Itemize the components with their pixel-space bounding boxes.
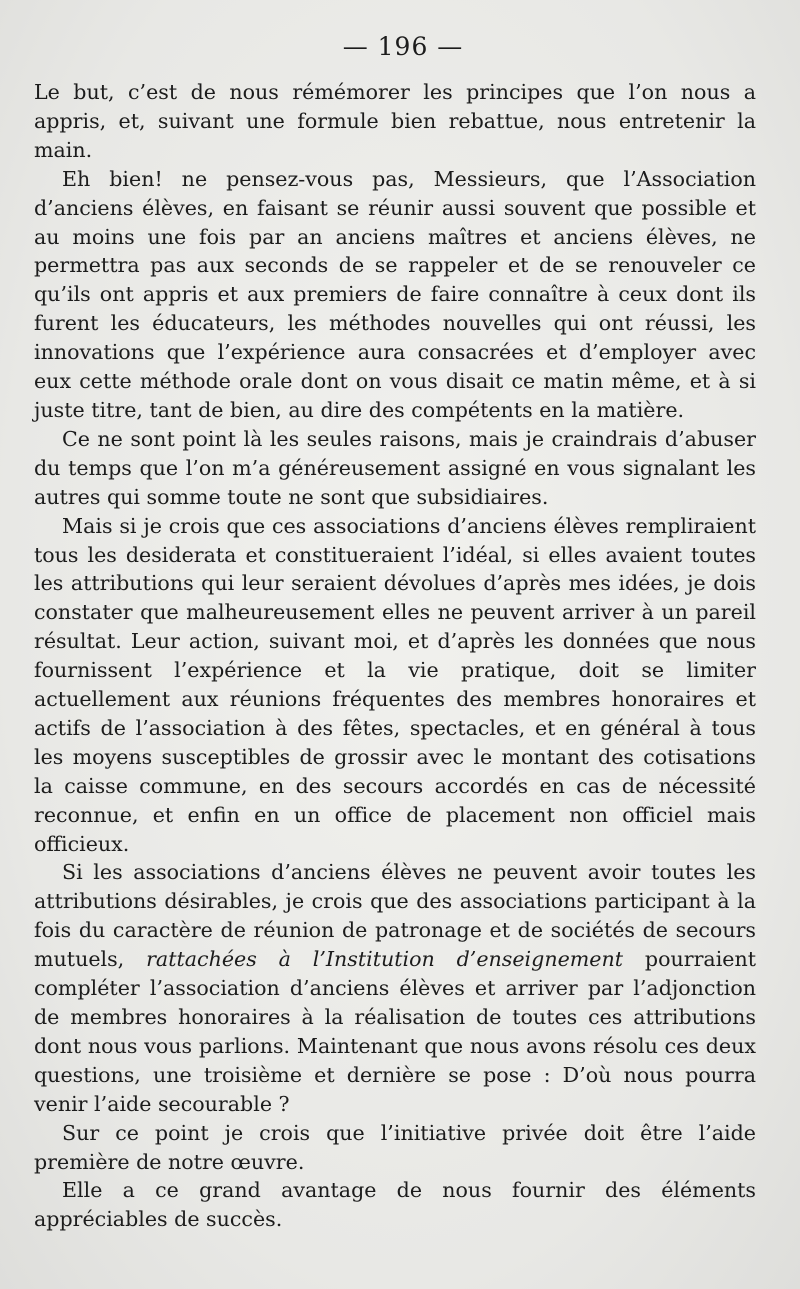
paragraph-1: Le but, c’est de nous rémémorer les principes que l’on nous a appris, et, suivant une formule bien rebattue, nous entretenir la main. [34,80,756,162]
paragraph-5-text-after: pourraient compléter l’association d’anciens élèves et arriver par l’adjonction de membres honoraires à la réalisation de toutes ces attributions dont nous vous parlions. Maintenant que nous avons résolu ces deux questions, une troisième et dernière se pose : D’où nous pourra venir l’aide secourable ? [34,947,757,1116]
paragraph-4: Mais si je crois que ces associations d’anciens élèves rempliraient tous les desiderata et constitueraient l’idéal, si elles avaient toutes les attributions qui leur seraient dévolues d’après mes idées, je dois constater que malheureusement elles ne peuvent arriver à un pareil résultat. Leur action, suivant moi, et d’après les données que nous fournissent l’expérience et la vie pratique, doit se limiter actuellement aux réunions fréquentes des membres honoraires et actifs de l’association à des fêtes, spectacles, et en général à tous les moyens susceptibles de grossir avec le montant des cotisations la caisse commune, en des secours accordés en cas de nécessité reconnue, et enfin en un office de placement non officiel mais officieux. [34,513,756,856]
page-number: — 196 — [342,32,464,61]
paragraph-5-italic-phrase: rattachées à l’Institution d’enseignement [146,947,624,972]
paragraph-3: Ce ne sont point là les seules raisons, mais je craindrais d’abuser du temps que l’on m’a généreusement assigné en vous signalant les autres qui somme toute ne sont que subsidiaires. [34,426,756,509]
paragraph-5 [34,858,756,1118]
paragraph-7: Elle a ce grand avantage de nous fournir des éléments appréciables de succès. [34,1178,756,1232]
paragraph-6: Sur ce point je crois que l’initiative privée doit être l’aide première de notre œuvre. [34,1120,756,1174]
paragraph-2: Eh bien! ne pensez-vous pas, Messieurs, que l’Association d’anciens élèves, en faisant se réunir aussi souvent que possible et au moins une fois par an anciens maîtres et anciens élèves, ne permettra pas aux seconds de se rappeler et de se renouveler ce qu’ils ont appris et aux premiers de faire connaître à ceux dont ils furent les éducateurs, les méthodes nouvelles qui ont réussi, les innovations que l’expérience aura consacrées et d’employer avec eux cette méthode orale dont on vous disait ce matin même, et à si juste titre, tant de bien, au dire des compétents en la matière. [34,166,756,422]
paragraph-5-text-before: Si les associations d’anciens élèves ne peuvent avoir toutes les attributions désirables, je crois que des associations participant à la fois du caractère de réunion de patronage et de sociétés de secours mutuels, [34,860,756,972]
